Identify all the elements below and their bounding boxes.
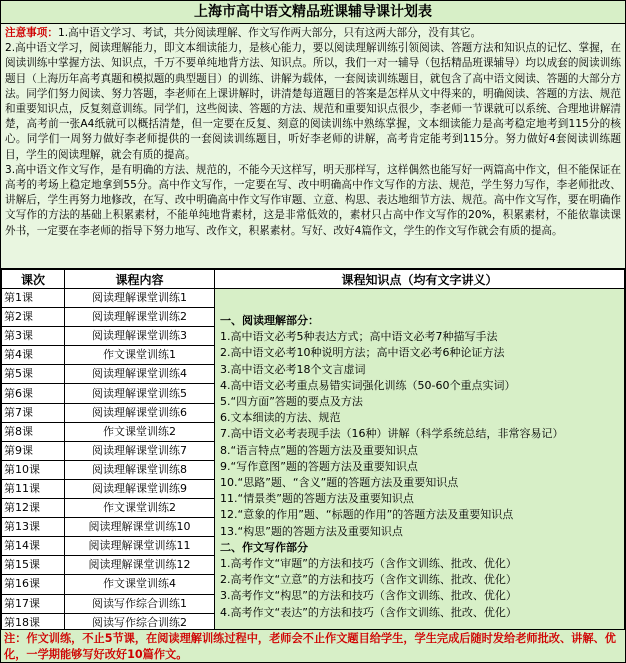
lesson-number: 第9课 [2,441,65,460]
lesson-content: 阅读理解课堂训练4 [65,365,215,384]
header-content: 课程内容 [65,270,215,289]
notes-paragraph-2: 2.高中语文学习，阅读理解能力，即文本细读能力，是核心能力，要以阅读理解训练引领阅读、答题方法和知识点的记忆、掌握，在阅读训练中掌握方法、知识点，千万不要单纯地背方法、知识点。所以，我们一对一辅导（包括精品班课辅导）均以成套的阅读训练题目（上海历年高考真题和模拟题的典型题目）的训练、讲解为载体，一套阅读训练题目，就包含了高中语文阅读、答题的大部分方法。同学们努力阅读、努力答题，李老师在上课讲解时，讲清楚每道题目的答案是怎样从文中得来的，明确阅读、答题的方法、规范和重要知识点，反复刻意训练。同学们，这些阅读、答题的方法、规范和重要知识点很少，李老师一节课就可以系统、合理地讲解清楚，高考前一张A4纸就可以概括清楚，但一定要在反复、刻意的阅读训练中熟练掌握，文本细读能力是高考稳定地考到115分的核心。同学们一周努力做好李老师提供的一套阅读训练题目，听好李老师的讲解，高考肯定能考到115分。努力做好4套阅读训练题目，学生的阅读理解，就会有质的提高。 [5,42,621,161]
points-item: 3.高考作文“构思”的方法和技巧（含作文训练、批改、优化） [220,589,517,603]
points-item: 8.“语言特点”题的答题方法及重要知识点 [220,443,418,457]
lesson-number: 第18课 [2,613,65,632]
lesson-content: 阅读写作综合训练1 [65,594,215,613]
lesson-number: 第12课 [2,499,65,518]
lesson-content: 阅读写作综合训练2 [65,613,215,632]
lesson-content: 阅读理解课堂训练7 [65,441,215,460]
lesson-content: 作文课堂训练4 [65,575,215,594]
points-item: 2.高考作文“立意”的方法和技巧（含作文训练、批改、优化） [220,573,517,587]
notes-paragraph-3: 3.高中语文作文写作，是有明确的方法、规范的，不能今天这样写，明天那样写，这样偶然也能写好一两篇高中作文，但不能保证在高考的考场上稳定地拿到55分。高中作文写作，一定要在写、改中明确高中作文写作的方法、规范，学生努力写作，李老师批改、讲解后，学生再努力地修改，在写、改中明确高中作文写作审题、立意、构思、表达地细节方法、规范。高中作文写作，要在明确作文写作的方法的基础上积累素材，不能单纯地背素材，这是非常低效的，素材只占高中作文写作的20%，积累素材，不能依靠读课外书，一定要在李老师的指导下努力地写、改作文，积累素材。写好、改好4篇作文，学生的作文写作就会有质的提高。 [5,163,621,237]
notes-paragraph-1 [5,26,621,41]
lesson-number: 第17课 [2,594,65,613]
lesson-content: 阅读理解课堂训练8 [65,460,215,479]
lesson-content: 阅读理解课堂训练11 [65,537,215,556]
lesson-content: 阅读理解课堂训练10 [65,518,215,537]
points-item: 3.高中语文必考18个文言虚词 [220,362,366,376]
lesson-content: 阅读理解课堂训练9 [65,479,215,498]
table-header-row [2,270,625,289]
points-item: 2.高中语文必考10种说明方法；高中语文必考6种论证方法 [220,346,505,360]
lesson-content: 阅读理解课堂训练1 [65,289,215,308]
lesson-number: 第2课 [2,308,65,327]
course-table [1,269,625,633]
lesson-content: 作文课堂训练2 [65,499,215,518]
lesson-number: 第6课 [2,384,65,403]
lesson-number: 第7课 [2,403,65,422]
points-item: 5.“四方面”答题的要点及方法 [220,395,363,409]
points-item: 9.“写作意图”题的答题方法及重要知识点 [220,459,418,473]
points-item: 7.高中语文必考表现手法（16种）讲解（科学系统总结，非常容易记） [220,427,564,441]
lesson-content: 阅读理解课堂训练5 [65,384,215,403]
lesson-number: 第16课 [2,575,65,594]
lesson-content: 阅读理解课堂训练2 [65,308,215,327]
points-item: 12.“意象的作用”题、“标题的作用”的答题方法及重要知识点 [220,508,514,522]
lesson-content: 作文课堂训练2 [65,422,215,441]
lesson-number: 第10课 [2,460,65,479]
sheet-title: 上海市高中语文精品班课辅导课计划表 [1,1,625,24]
lesson-content: 作文课堂训练1 [65,346,215,365]
knowledge-points [215,289,625,633]
lesson-content: 阅读理解课堂训练3 [65,327,215,346]
lesson-number: 第15课 [2,556,65,575]
points-item: 11.“情景类”题的答题方法及重要知识点 [220,492,414,506]
notes-section [1,24,625,269]
lesson-content: 阅读理解课堂训练6 [65,403,215,422]
lesson-number: 第8课 [2,422,65,441]
header-points: 课程知识点（均有文字讲义） [215,270,625,289]
points-item: 1.高中语文必考5种表达方式；高中语文必考7种描写手法 [220,330,498,344]
lesson-number: 第4课 [2,346,65,365]
points-item: 4.高考作文“表达”的方法和技巧（含作文训练、批改、优化） [220,605,517,619]
lesson-number: 第13课 [2,518,65,537]
points-item: 13.“构思”题的答题方法及重要知识点 [220,524,403,538]
points-section-heading: 一、阅读理解部分： [220,314,319,327]
lesson-number: 第14课 [2,537,65,556]
table-row [2,289,625,308]
notes-label: 注意事项： [5,27,58,39]
notes-text-1: 1.高中语文学习、考试，共分阅读理解、作文写作两大部分，只有这两大部分，没有其它。 [57,27,482,39]
footer-note: 注：作文训练，不止5节课，在阅读理解训练过程中，老师会不止作文题目给学生，学生完成后随时发给老师批改、讲解、优化，一学期能够写好改好10篇作文。 [1,629,625,662]
points-item: 1.高考作文“审题”的方法和技巧（含作文训练、批改、优化） [220,557,517,571]
lesson-number: 第11课 [2,479,65,498]
points-item: 6.文本细读的方法、规范 [220,411,341,425]
lesson-number: 第1课 [2,289,65,308]
points-item: 10.“思路”题、“含义”题的答题方法及重要知识点 [220,476,459,490]
lesson-number: 第5课 [2,365,65,384]
points-item: 4.高中语文必考重点易错实词强化训练（50-60个重点实词） [220,378,516,392]
lesson-number: 第3课 [2,327,65,346]
points-section-heading: 二、作文写作部分 [220,540,308,554]
lesson-content: 阅读理解课堂训练12 [65,556,215,575]
header-lesson: 课次 [2,270,65,289]
